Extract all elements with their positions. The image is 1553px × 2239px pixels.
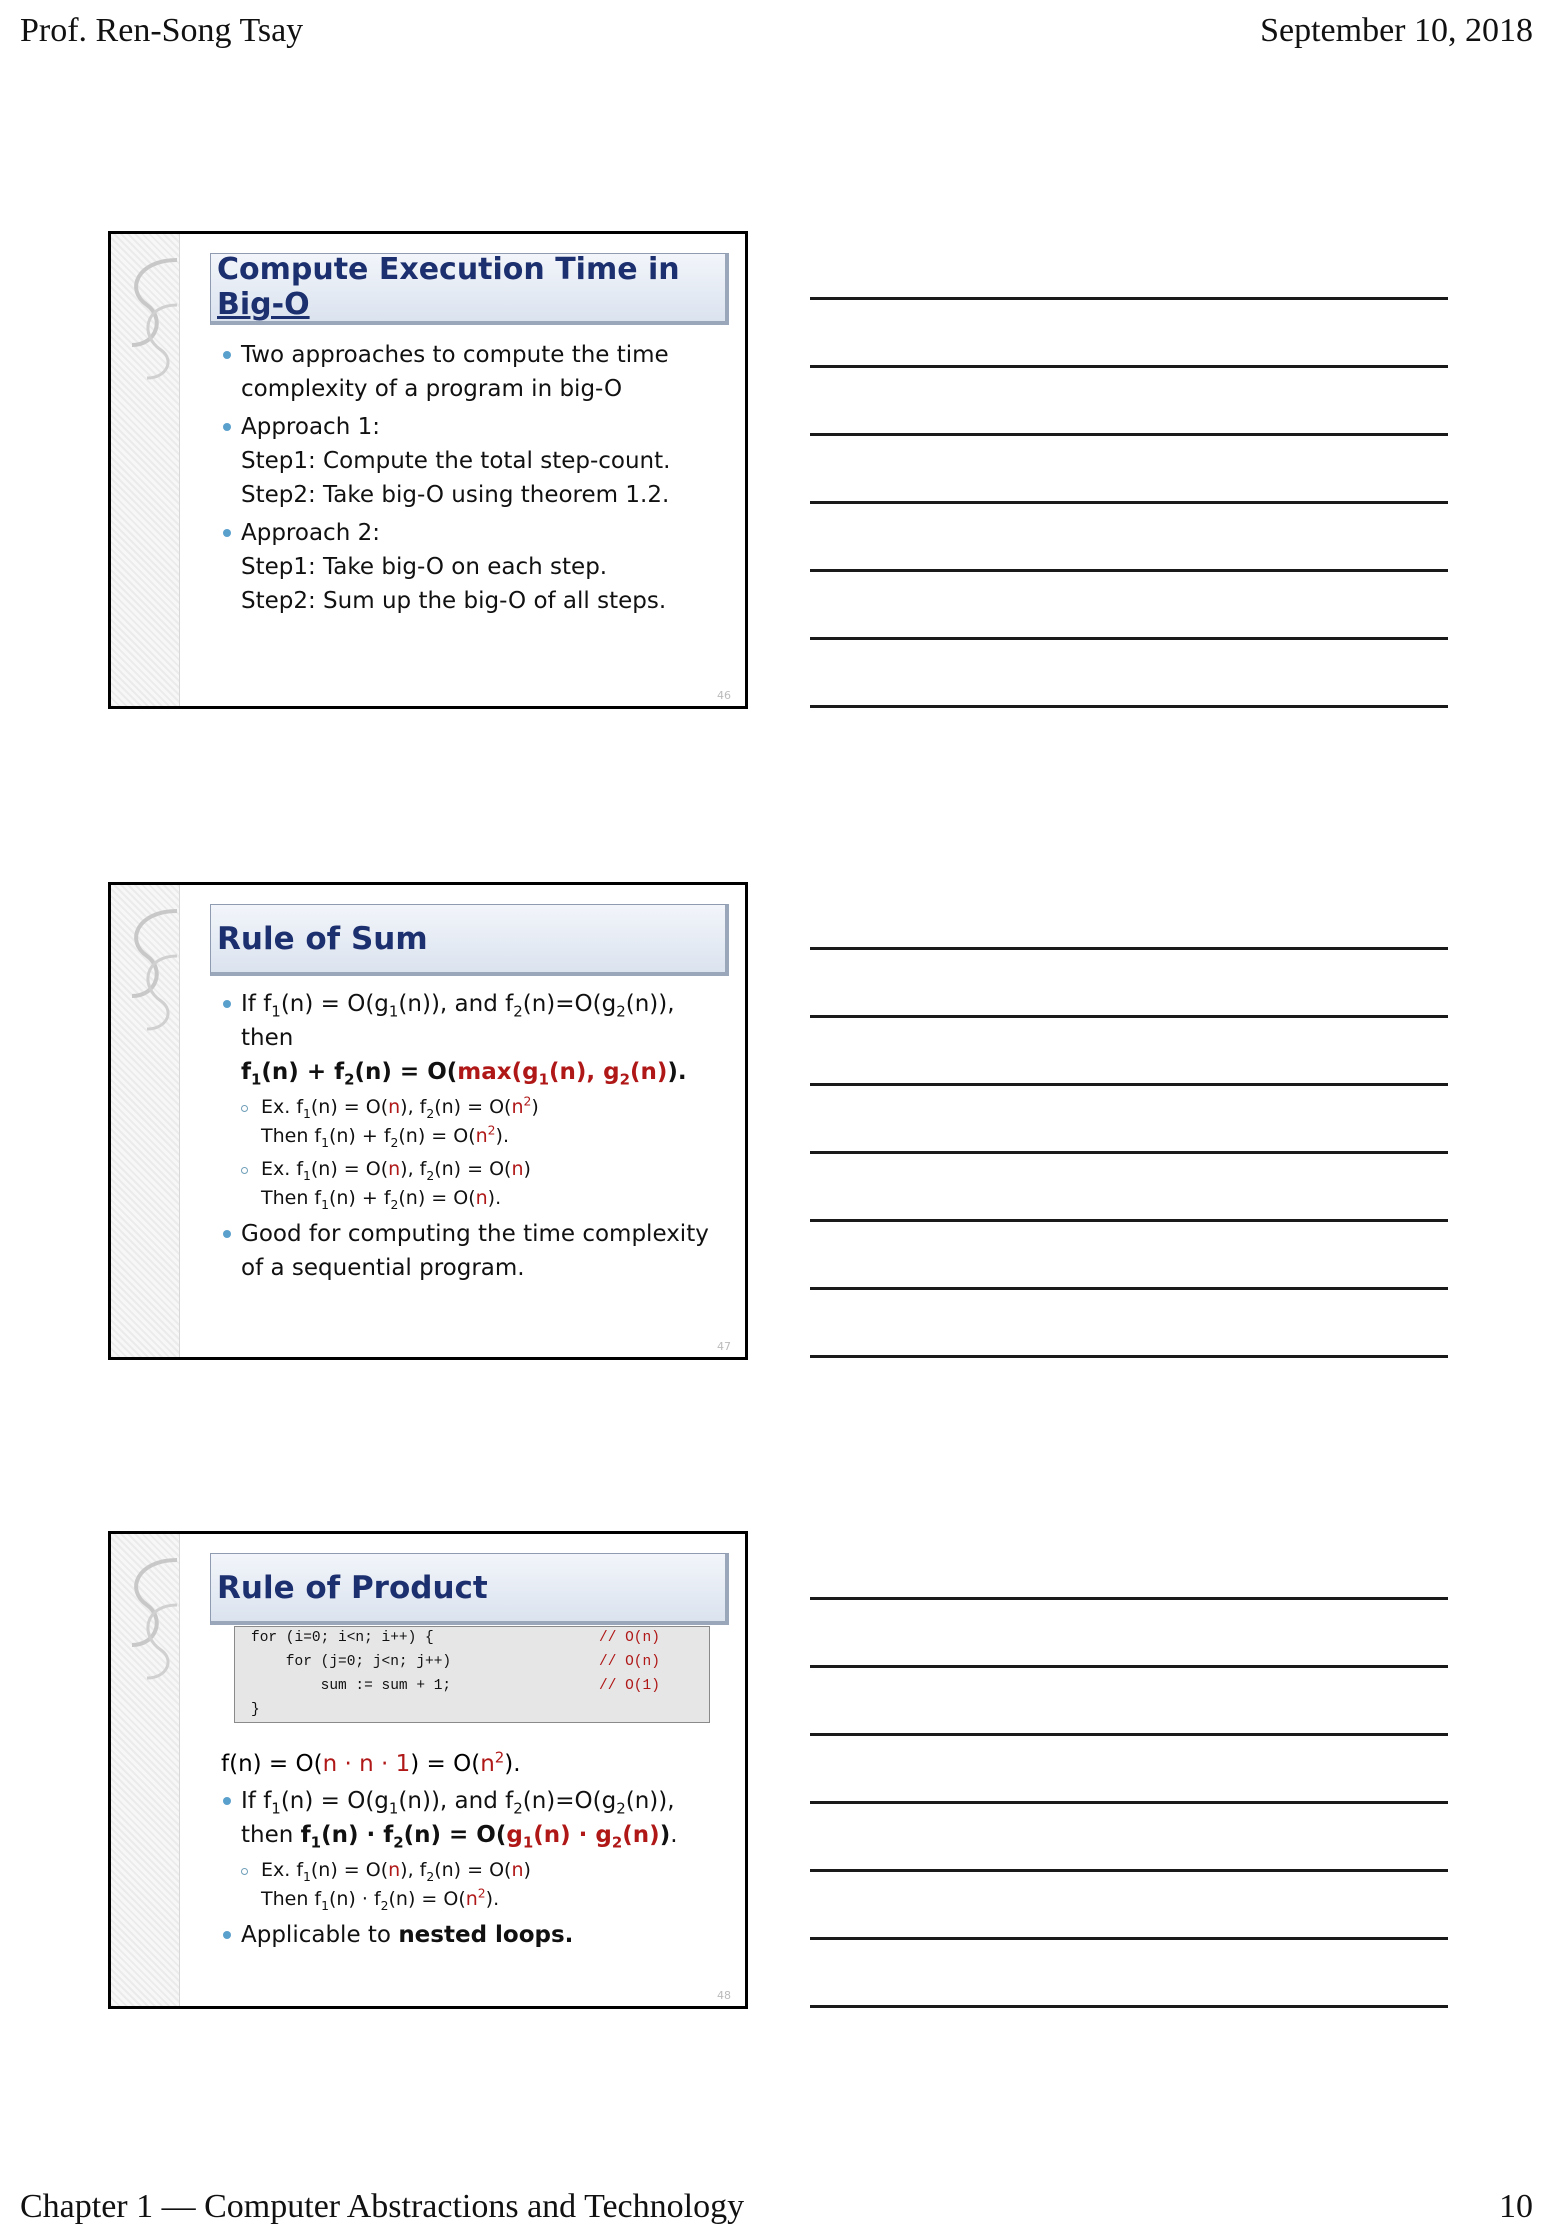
rule-statement: If $f_1(n) = O(g_1(n))$, and $f_2(n)=O(g_2(n))$, then $f_1(n) \cdot f_2(n) = O(g_1(n) \cdot g_2(n))$. — [221, 1784, 731, 1852]
complexity-result: $f(n) = O(n \cdot n \cdot 1) = O(n^2)$. — [221, 1748, 521, 1777]
slide-title: Rule of Sum — [210, 904, 729, 976]
bullet-item: Good for computing the time complexity of a sequential program. — [221, 1217, 731, 1285]
rule-statement: If $f_1(n) = O(g_1(n))$, and $f_2(n)=O(g_2(n))$, then $f_1(n) + f_2(n) = O(\max(g_1(n)$, $g_2(n)$). — [221, 987, 731, 1089]
notes-line — [810, 1151, 1448, 1154]
slide-number: 47 — [717, 1340, 731, 1353]
notes-line — [810, 365, 1448, 368]
example-item: Ex. $f_1(n) = O(n)$, $f_2(n) = O(n)$ Then $f_1(n) + f_2(n) = O(n)$. — [221, 1155, 731, 1213]
slide-title: Compute Execution Time in Big-O — [210, 253, 729, 325]
slide-body — [221, 338, 731, 622]
header-date: September 10, 2018 — [1260, 12, 1533, 49]
notes-line — [810, 1219, 1448, 1222]
swirl-ornament-icon — [117, 1550, 179, 1680]
decorative-strip — [111, 234, 180, 706]
example-item: Ex. $f_1(n) = O(n)$, $f_2(n) = O(n^2)$ Then $f_1(n) + f_2(n) = O(n^2)$. — [221, 1093, 731, 1151]
slide-compute-execution-time — [108, 231, 748, 709]
code-line: for (j=0; j<n; j++) — [251, 1654, 452, 1670]
slide-number: 46 — [717, 689, 731, 702]
slide-rule-of-sum — [108, 882, 748, 1360]
code-line: } — [251, 1702, 260, 1718]
footer-page-number: 10 — [1499, 2188, 1533, 2225]
code-comment: // O(1) — [599, 1678, 660, 1694]
slide-body — [221, 987, 731, 1289]
code-block — [234, 1626, 710, 1723]
example-item: Ex. $f_1(n) = O(n)$, $f_2(n) = O(n)$ Then $f_1(n) \cdot f_2(n) = O(n^2)$. — [221, 1856, 731, 1914]
slide-rule-of-product — [108, 1531, 748, 2009]
code-comment: // O(n) — [599, 1654, 660, 1670]
slide-body — [221, 1784, 731, 1956]
notes-line — [810, 433, 1448, 436]
footer-chapter: Chapter 1 — Computer Abstractions and Technology — [20, 2188, 745, 2225]
slide-title: Rule of Product — [210, 1553, 729, 1625]
decorative-strip — [111, 885, 180, 1357]
decorative-strip — [111, 1534, 180, 2006]
notes-line — [810, 1801, 1448, 1804]
notes-line — [810, 2005, 1448, 2008]
header-author: Prof. Ren-Song Tsay — [20, 12, 304, 49]
swirl-ornament-icon — [117, 901, 179, 1031]
notes-line — [810, 501, 1448, 504]
slide-number: 48 — [717, 1989, 731, 2002]
notes-line — [810, 1869, 1448, 1872]
notes-line — [810, 1597, 1448, 1600]
notes-line — [810, 705, 1448, 708]
bullet-item: Applicable to nested loops. — [221, 1918, 731, 1952]
notes-line — [810, 947, 1448, 950]
swirl-ornament-icon — [117, 250, 179, 380]
bullet-item: Two approaches to compute the time complexity of a program in big-O — [221, 338, 731, 406]
bullet-item: Approach 2: Step1: Take big-O on each step. Step2: Sum up the big-O of all steps. — [221, 516, 731, 618]
notes-line — [810, 1937, 1448, 1940]
bullet-item: Approach 1: Step1: Compute the total step-count. Step2: Take big-O using theorem 1.2. — [221, 410, 731, 512]
notes-line — [810, 569, 1448, 572]
notes-line — [810, 1083, 1448, 1086]
notes-line — [810, 1355, 1448, 1358]
notes-line — [810, 297, 1448, 300]
notes-line — [810, 1665, 1448, 1668]
code-line: for (i=0; i<n; i++) { — [251, 1630, 434, 1646]
notes-line — [810, 637, 1448, 640]
notes-line — [810, 1287, 1448, 1290]
code-line: sum := sum + 1; — [251, 1678, 452, 1694]
notes-line — [810, 1015, 1448, 1018]
notes-line — [810, 1733, 1448, 1736]
code-comment: // O(n) — [599, 1630, 660, 1646]
